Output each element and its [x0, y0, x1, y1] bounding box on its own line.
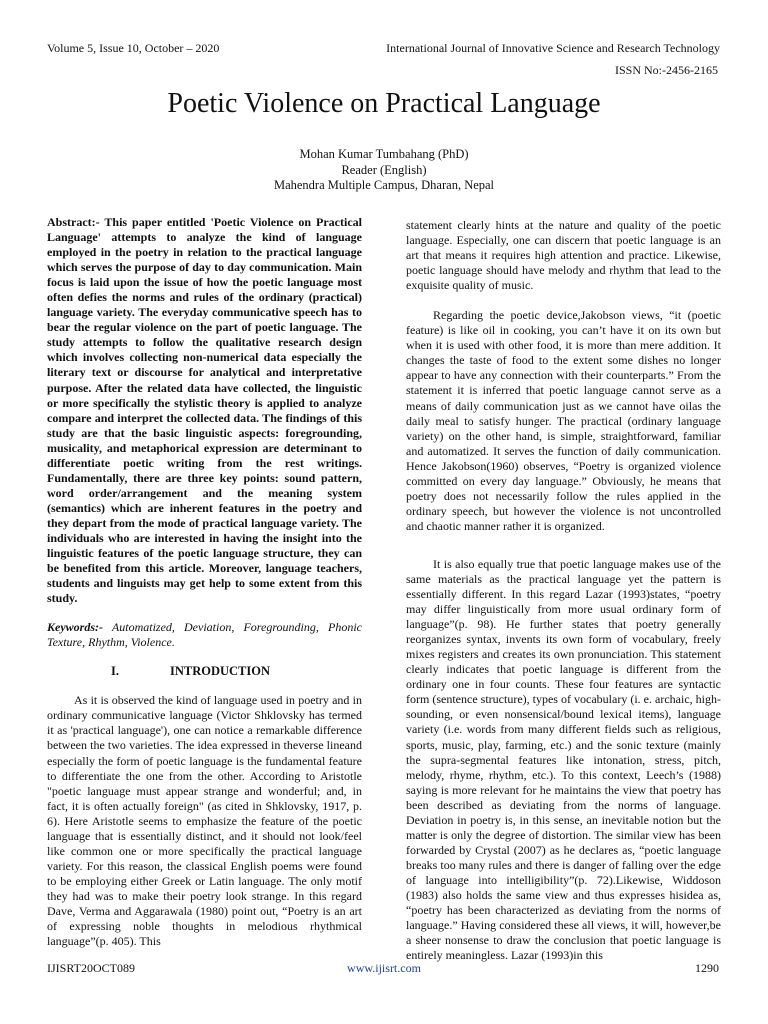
paper-title: Poetic Violence on Practical Language — [167, 88, 601, 119]
body-paragraph: It is also equally true that poetic language makes use of the same materials as the practical language yet the pattern is essentially different. In this regard Lazar (1993)states, “poetry may differ linguistically from more usual ordinary form of language”(p. 98). He further states that poetry generally reorganizes syntax, invents its own form of vocabulary, freely mixes registers and creates its own pronunciation. This statement clearly indicates that poetic language is different from the ordinary one in four counts. These four features are syntactic form (sentence structure), types of vocabulary (i. e. archaic, high-sounding, or even nonsensical/bound lexical items), language variety (i.e. words from many different fields such as religious, sports, music, play, farming, etc.) and the sonic texture (mainly the supra-segmental features like intonation, stress, pitch, melody, rhyme, rhythm, etc.). To this context, Leech’s (1988) saying is more relevant for he maintains the view that poetry has been described as deviating from the norms of language. Deviation in poetry is, in this sense, an inevitable notion but the matter is only the degree of distortion. The similar view has been forwarded by Crystal (2007) as he declares as, “poetic language breaks too many rules and there is danger of falling over the edge of language into intelligibility”(p. 72).Likewise, Widdoson (1983) also holds the same view and thus expresses hisidea as, “poetry has been characterized as deviating from the norms of language.” Having considered these all views, it will, however,be a sheer nonsense to draw the conclusion that poetic language is entirely meaningless. Lazar (1993)in this — [406, 556, 721, 963]
section-heading — [47, 664, 362, 679]
author-name: Mohan Kumar Tumbahang (PhD) — [299, 147, 469, 161]
section-title: INTRODUCTION — [170, 664, 271, 679]
journal-url-link[interactable]: www.ijisrt.com — [347, 961, 421, 975]
right-column — [406, 218, 721, 963]
journal-name: International Journal of Innovative Science and Research Technology — [386, 41, 720, 55]
volume-info: Volume 5, Issue 10, October – 2020 — [47, 41, 220, 55]
body-paragraph: statement clearly hints at the nature and quality of the poetic language. Especially, one can discern that poetic language is an art that means it requires high attention and practice. Likewise, poetic language should have melody and rhythm that lead to the exquisite quality of music. — [406, 218, 721, 293]
author-affiliation: Mahendra Multiple Campus, Dharan, Nepal — [273, 178, 495, 192]
author-block — [0, 147, 768, 194]
page-number: 1290 — [695, 961, 719, 975]
keywords — [47, 620, 362, 650]
left-column — [47, 215, 362, 949]
abstract: Abstract:- This paper entitled 'Poetic Violence on Practical Language' attempts to analyze the kind of language employed in the poetry in relation to the practical language which serves the purpose of day to day communication. Main focus is laid upon the issue of how the poetic language most often defies the norms and rules of the ordinary (practical) language variety. The everyday communicative speech has to bear the regular violence on the part of poetic language. The study attempts to follow the qualitative research design which involves collecting non-numerical data especially the literary text or discourse for analytical and interpretative purpose. After the related data have collected, the linguistic or more specifically the stylistic theory is applied to analyze compare and interpret the collected data. The findings of this study are that the basic linguistic aspects: foregrounding, musicality, and metaphorical expression are determinant to differentiate poetic writing from the rest writings. Fundamentally, there are three key points: sound pattern, word order/arrangement and the meaning system (semantics) which are inherent features in the poetry and they depart from the mode of practical language variety. The individuals who are interested in having the insight into the linguistic features of the poetic language structure, they can be benefited from this article. Moreover, language teachers, students and linguists may get help to some extent from this study. — [47, 215, 362, 606]
body-paragraph: As it is observed the kind of language used in poetry and in ordinary communicative language (Victor Shklovsky has termed it as 'practical language'), one can notice a remarkable difference between the two varieties. The idea expressed in theverse lineand especially the form of poetic language is the fundamental feature to differentiate the one from the other. According to Aristotle "poetic language must appear strange and wonderful; and, in fact, it is often actually foreign" (as cited in Shklovsky, 1917, p. 6). Here Aristotle seems to emphasize the feature of the poetic language that is essentially distinct, and it should not look/feel like common one or more specifically the practical language variety. For this reason, the classical English poems were found to be employing either Greek or Latin language. The only motif they had was to make their poetry look strange. In this regard Dave, Verma and Aggarawala (1980) point out, “Poetry is an art of expressing noble thoughts in melodious rhythmical language”(p. 405). This — [47, 693, 362, 949]
keywords-label: Keywords:- — [47, 620, 103, 635]
body-paragraph: Regarding the poetic device,Jakobson views, “it (poetic feature) is like oil in cooking, you can’t have it on its own but when it is used with other food, it is more than mere addition. It changes the taste of food to the extent some dishes no longer appear to have any connection with their counterparts.” From the statement it is inferred that poetic language cannot serve as a means of daily communication just as we cannot have oilas the daily meal to satisfy hunger. The practical (ordinary language variety) on the other hand, is simple, straightforward, familiar and automatized. It serves the function of daily communication. Hence Jakobson(1960) observes, “Poetry is organized violence committed on every day language.” Obviously, he means that poetry does not necessarily follow the rules applied in the ordinary speech, but however the violence is not uncontrolled and chaotic manner rather it is organized. — [406, 308, 721, 533]
issn: ISSN No:-2456-2165 — [614, 63, 718, 77]
section-number: I. — [111, 664, 119, 679]
article-code: IJISRT20OCT089 — [47, 961, 135, 975]
keywords-text: Automatized, Deviation, Foregrounding, Phonic Texture, Rhythm, Violence. — [47, 620, 362, 650]
author-position: Reader (English) — [341, 162, 427, 177]
